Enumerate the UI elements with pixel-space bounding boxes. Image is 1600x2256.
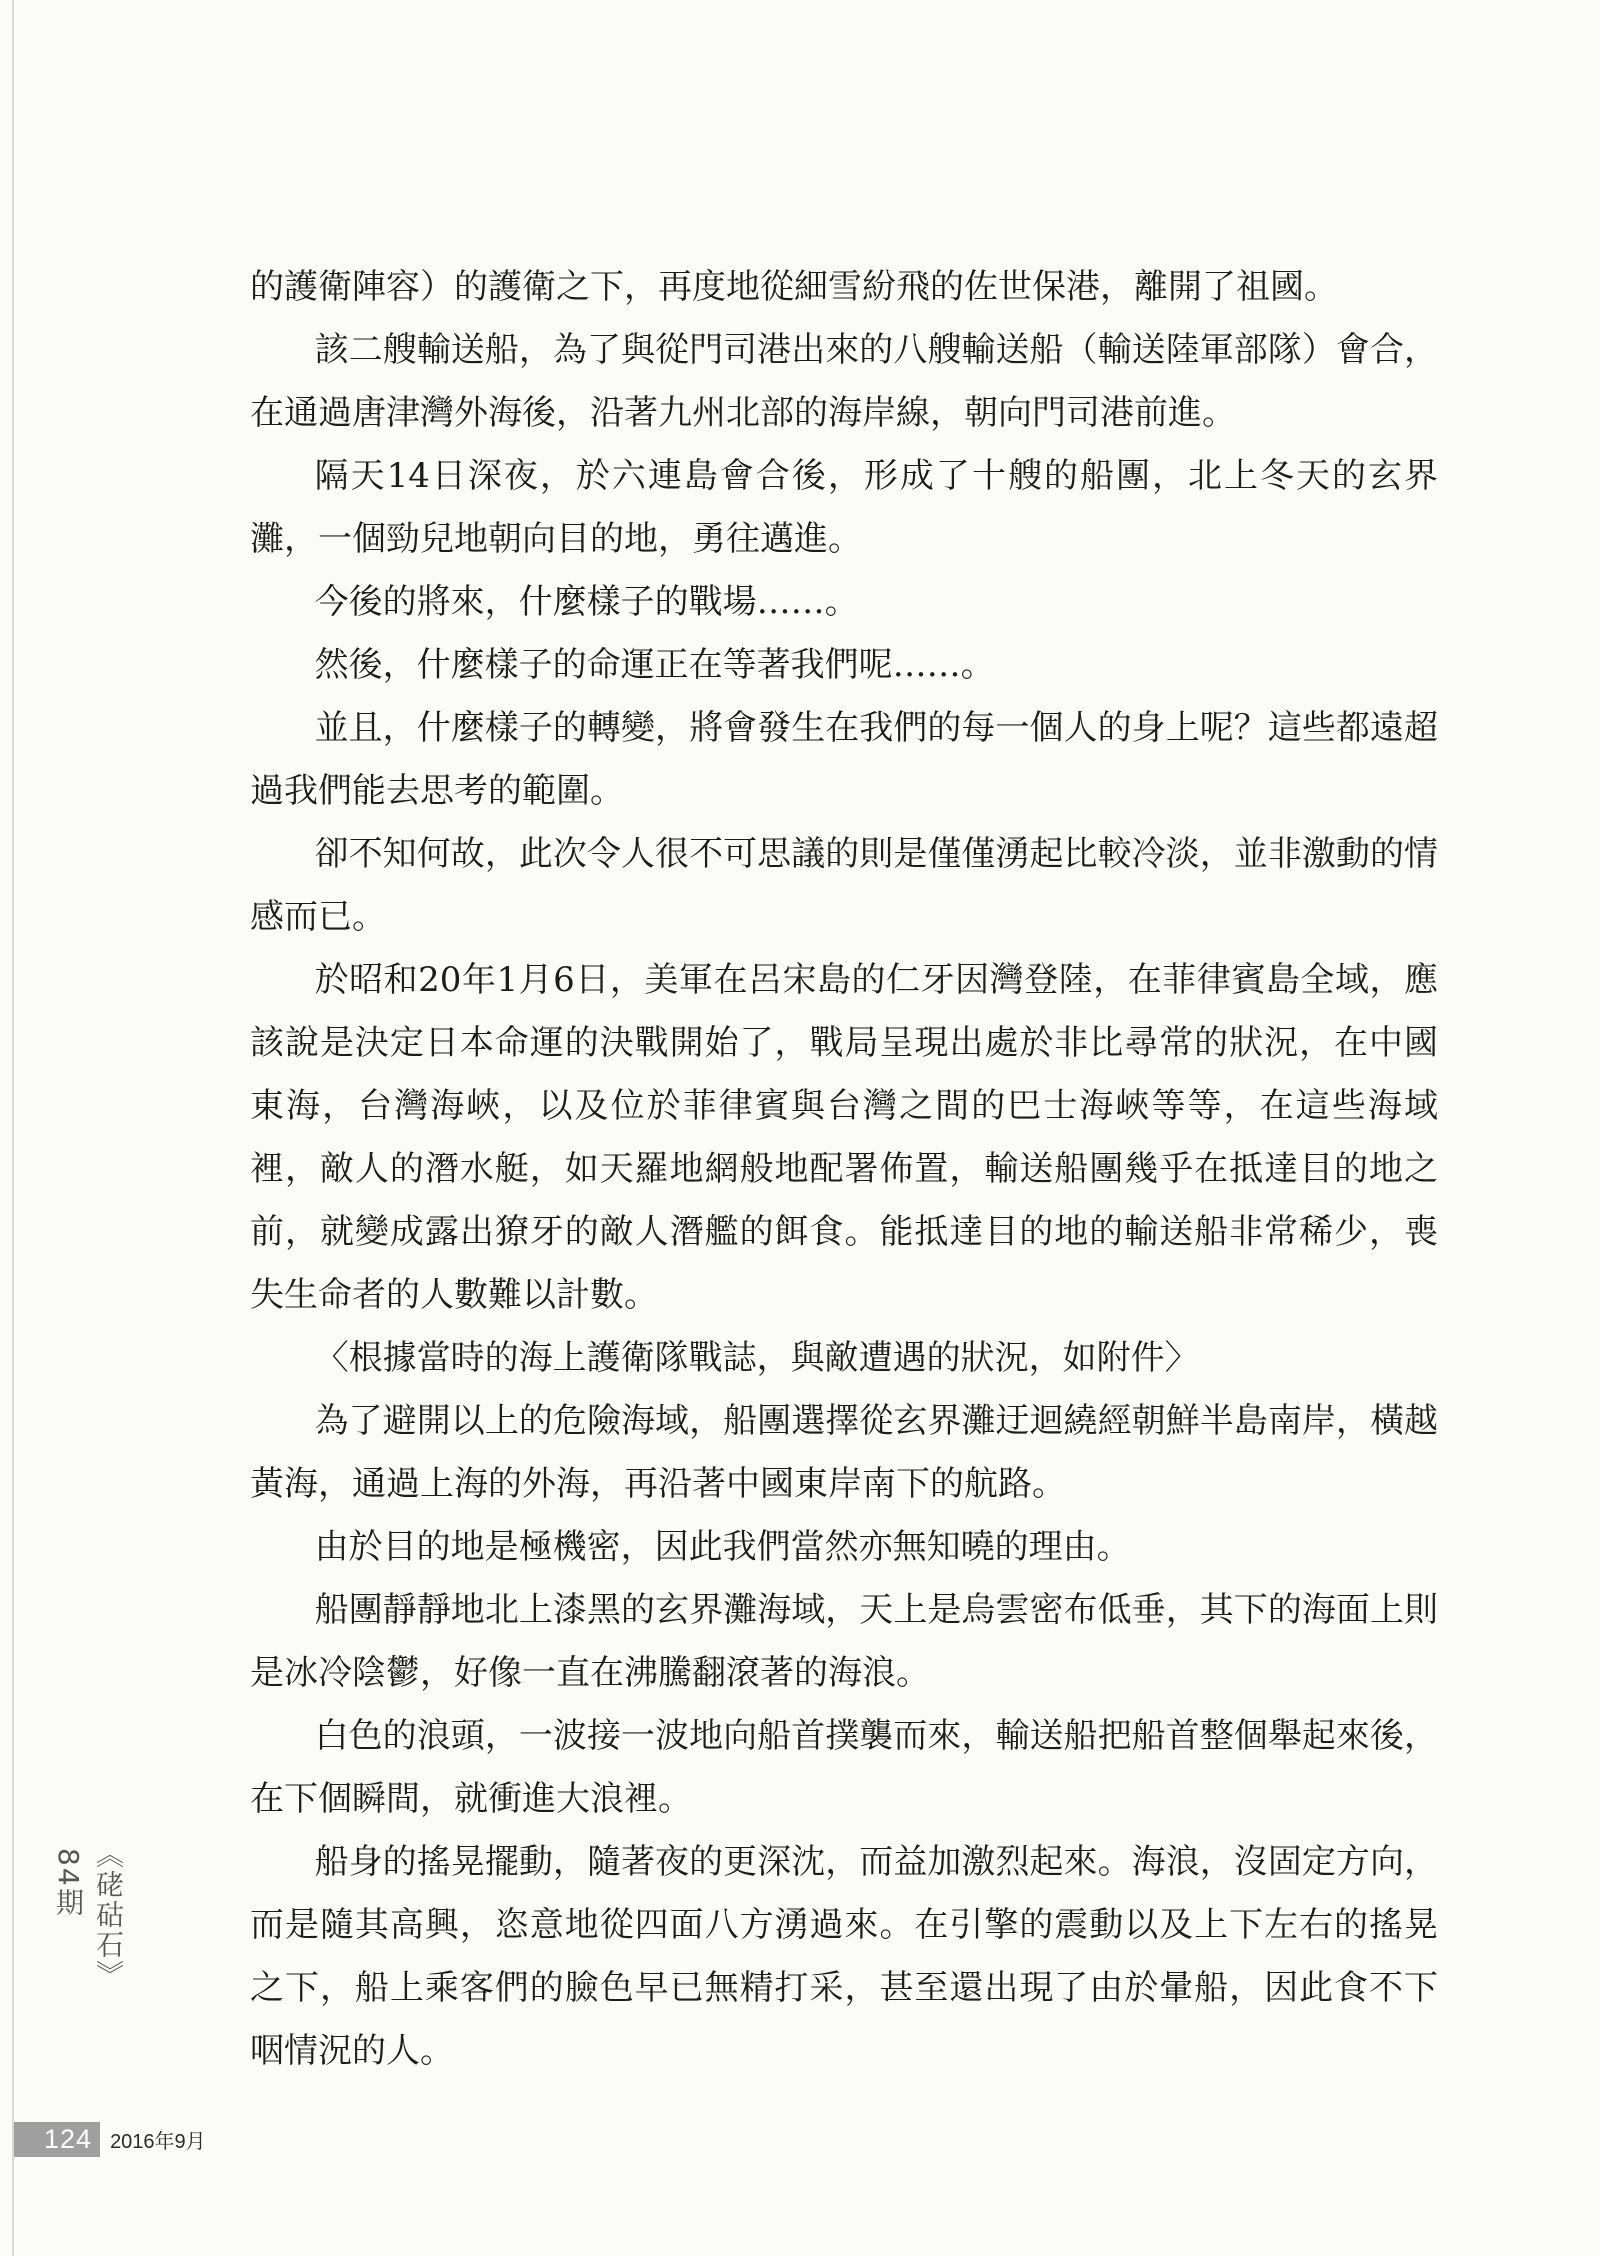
paragraph: 並且，什麼樣子的轉變，將會發生在我們的每一個人的身上呢？這些都遠超過我們能去思考的範圍。 — [250, 708, 1438, 811]
paragraph: 船身的搖晃擺動，隨著夜的更深沈，而益加激烈起來。海浪，沒固定方向，而是隨其高興，恣意地從四面八方湧過來。在引擎的震動以及上下左右的搖晃之下，船上乘客們的臉色早已無精打采，甚至還出現了由於暈船，因此食不下咽情況的人。 — [250, 1842, 1438, 2071]
issue-date: 2016年9月 — [110, 2131, 206, 2153]
page-footer — [14, 2122, 206, 2157]
paragraph-note: 〈根據當時的海上護衛隊戰誌，與敵遭遇的狀況，如附件〉 — [314, 1338, 1199, 1378]
paragraph: 的護衛陣容）的護衛之下，再度地從細雪紛飛的佐世保港，離開了祖國。 — [250, 267, 1338, 307]
paragraph: 該二艘輸送船，為了與從門司港出來的八艘輸送船（輸送陸軍部隊）會合，在通過唐津灣外海後，沿著九州北部的海岸線，朝向門司港前進。 — [250, 330, 1438, 433]
paragraph: 今後的將來，什麼樣子的戰場……。 — [314, 582, 859, 622]
magazine-side-title — [48, 1840, 128, 1990]
page-edge-rule — [12, 0, 14, 2256]
article-body — [250, 256, 1438, 2083]
page-number: 124 — [14, 2122, 100, 2157]
paragraph: 然後，什麼樣子的命運正在等著我們呢……。 — [314, 645, 995, 685]
paragraph: 卻不知何故，此次令人很不可思議的則是僅僅湧起比較冷淡，並非激動的情感而已。 — [250, 834, 1438, 937]
paragraph: 為了避開以上的危險海域，船團選擇從玄界灘迂迴繞經朝鮮半島南岸，橫越黃海，通過上海的外海，再沿著中國東岸南下的航路。 — [250, 1401, 1438, 1504]
paragraph: 由於目的地是極機密，因此我們當然亦無知曉的理由。 — [314, 1527, 1131, 1567]
issue-label: 84期 — [52, 1848, 85, 1918]
paragraph: 船團靜靜地北上漆黑的玄界灘海域，天上是烏雲密布低垂，其下的海面上則是冰冷陰鬱，好像一直在沸騰翻滾著的海浪。 — [250, 1590, 1438, 1693]
paragraph: 白色的浪頭，一波接一波地向船首撲襲而來，輸送船把船首整個舉起來後，在下個瞬間，就衝進大浪裡。 — [250, 1716, 1438, 1819]
magazine-name: 《硓𥑮石》 — [92, 1840, 125, 1990]
paragraph: 於昭和20年1月6日，美軍在呂宋島的仁牙因灣登陸，在菲律賓島全域，應該說是決定日本命運的決戰開始了，戰局呈現出處於非比尋常的狀況，在中國東海，台灣海峽，以及位於菲律賓與台灣之間的巴士海峽等等，在這些海域裡，敵人的潛水艇，如天羅地網般地配署佈置，輸送船團幾乎在抵達目的地之前，就變成露出獠牙的敵人潛艦的餌食。能抵達目的地的輸送船非常稀少，喪失生命者的人數難以計數。 — [250, 960, 1438, 1315]
paragraph: 隔天14日深夜，於六連島會合後，形成了十艘的船團，北上冬天的玄界灘，一個勁兒地朝向目的地，勇往邁進。 — [250, 456, 1438, 559]
